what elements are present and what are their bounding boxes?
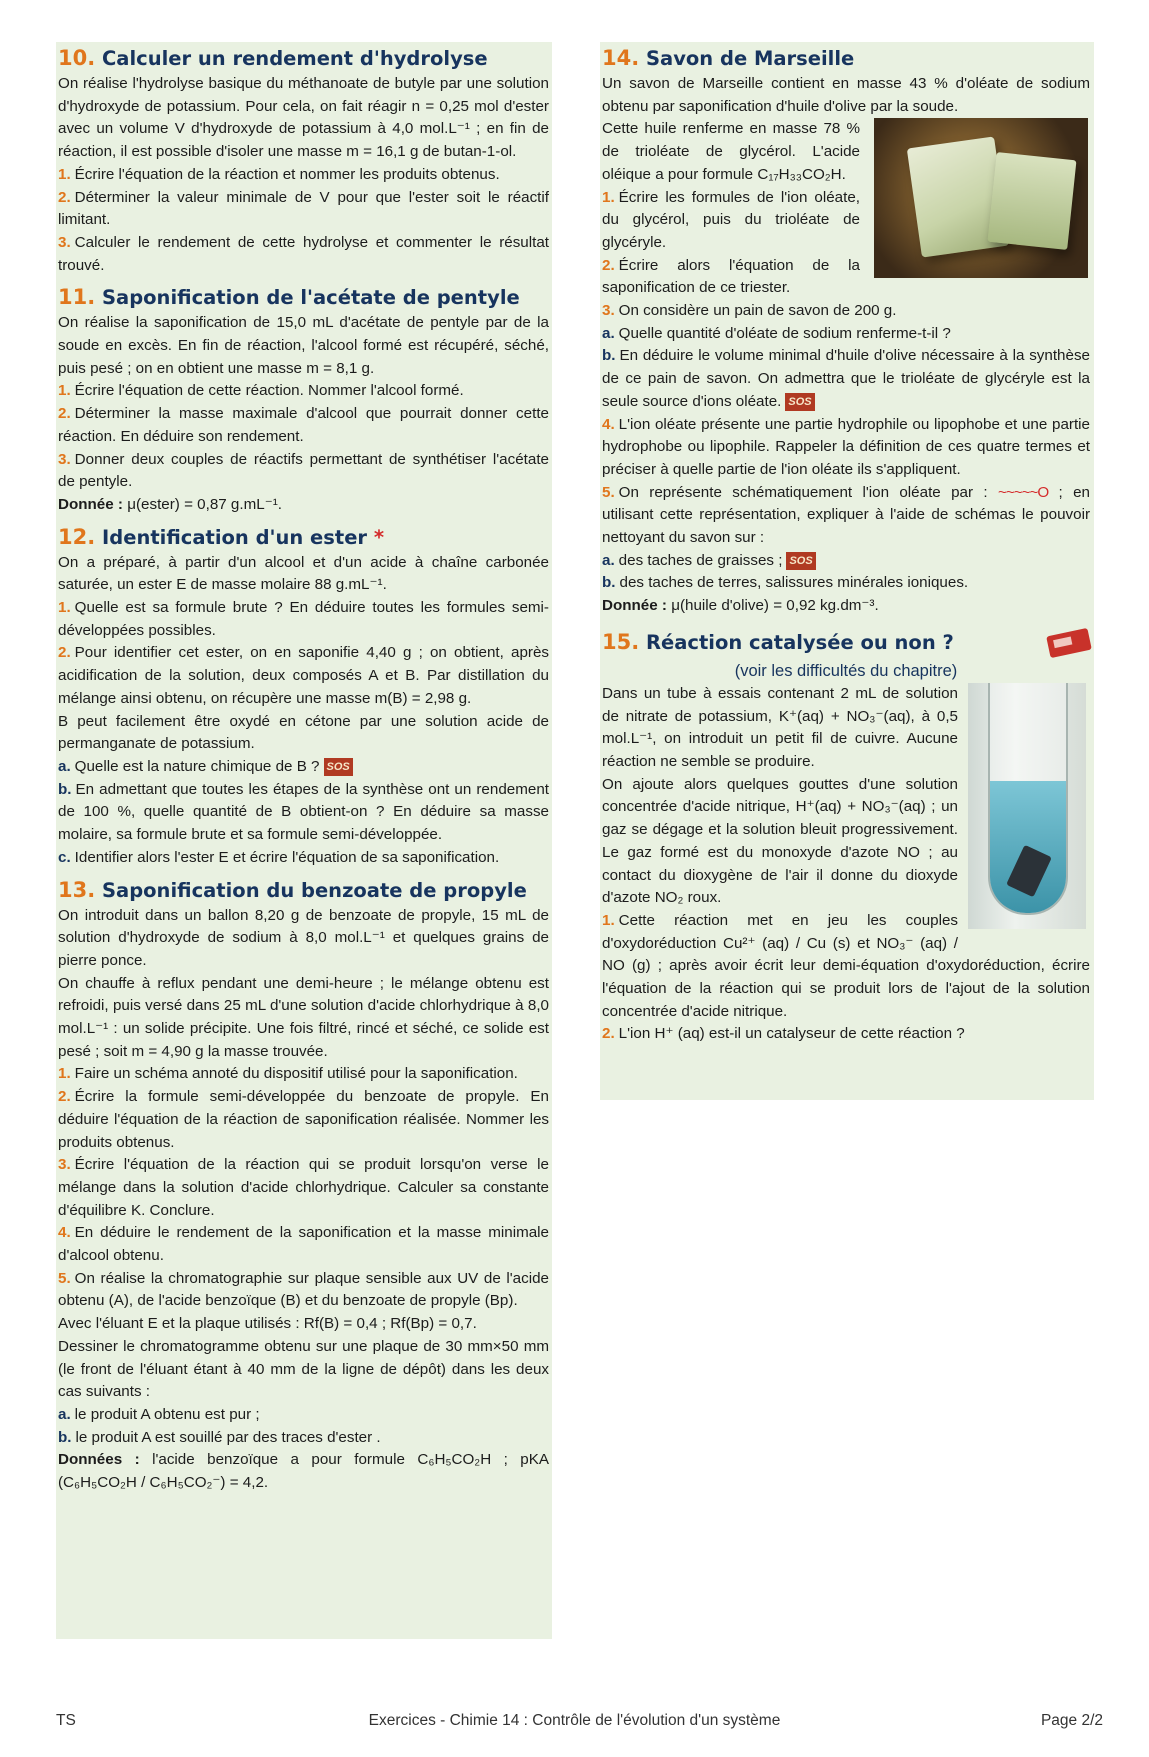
- footer-document-title: Exercices - Chimie 14 : Contrôle de l'évolution d'un système: [368, 1712, 781, 1729]
- exercise-13-title: 13. Saponification du benzoate de propyle: [58, 877, 527, 902]
- exercise-12-q2: 2. Pour identifier cet ester, on en saponifie 4,40 g ; on obtient, après acidification de la solution, deux composés A et B. Par distillation du mélange ainsi obtenu, on récupère une masse m(B) = 2,98 g.: [58, 644, 549, 707]
- exercise-13-intro: On introduit dans un ballon 8,20 g de benzoate de propyle, 15 mL de solution d'hydroxyde de sodium à 8,0 mol.L⁻¹ et quelques grains de pierre ponce.: [58, 906, 549, 969]
- exercise-14-q2: 2. Écrire alors l'équation de la saponification de ce triester.: [602, 256, 860, 297]
- exercise-11-data: Donnée : μ(ester) = 0,87 g.mL⁻¹.: [58, 495, 282, 513]
- exercise-15-title: 15. Réaction catalysée ou non ?: [602, 628, 1090, 657]
- exercise-12-qc: c. Identifier alors l'ester E et écrire l'équation de sa saponification.: [58, 848, 500, 866]
- exercise-14-q5: 5. On représente schématiquement l'ion oléate par : ~~~~~O ; en utilisant cette représentation, expliquer à l'aide de schémas le pouvoir nettoyant du savon sur :: [602, 483, 1090, 547]
- exercise-10-q2: 2. Déterminer la valeur minimale de V pour que l'ester soit le réactif limitant.: [58, 188, 549, 229]
- exercise-10: [58, 44, 549, 277]
- exercise-11-intro: On réalise la saponification de 15,0 mL d'acétate de pentyle par de la soude en excès. En fin de réaction, l'alcool formé est récupéré, séché, puis pesé ; on en obtient une masse m = 8,1 g.: [58, 314, 549, 377]
- exercise-13-data: Données : l'acide benzoïque a pour formule C₆H₅CO₂H ; pKA (C₆H₅CO₂H / C₆H₅CO₂⁻) = 4,2.: [58, 1451, 549, 1492]
- sos-badge-icon[interactable]: SOS: [785, 393, 814, 411]
- exercise-15-subtitle: (voir les difficultés du chapitre): [734, 661, 958, 680]
- exercise-10-q3: 3. Calculer le rendement de cette hydrolyse et commenter le résultat trouvé.: [58, 233, 549, 274]
- exercise-15-q2: 2. L'ion H⁺ (aq) est-il un catalyseur de cette réaction ?: [602, 1025, 965, 1043]
- exercise-15: [602, 628, 1090, 1046]
- exercise-15-q1: 1. Cette réaction met en jeu les couples d'oxydoréduction Cu²⁺ (aq) / Cu (s) et NO₃⁻ (aq) / NO (g) ; après avoir écrit leur demi-équation d'oxydoréduction, écrire l'équation de la réaction qui se produit lors de l'ajout de la solution concentrée d'acide nitrique.: [602, 911, 1090, 1020]
- footer-class-label: TS: [56, 1712, 76, 1729]
- exercise-12-intro: On a préparé, à partir d'un alcool et d'un acide à chaîne carbonée saturée, un ester E de masse molaire 88 g.mL⁻¹.: [58, 553, 549, 594]
- exercise-11-q3: 3. Donner deux couples de réactifs permettant de synthétiser l'acétate de pentyle.: [58, 450, 549, 491]
- sos-badge-icon[interactable]: SOS: [786, 552, 815, 570]
- exercise-13-q2: 2. Écrire la formule semi-développée du benzoate de propyle. En déduire l'équation de la réaction de saponification réalisée. Nommer les produits obtenus.: [58, 1088, 549, 1151]
- exercise-14-data: Donnée : μ(huile d'olive) = 0,92 kg.dm⁻³.: [602, 597, 879, 615]
- sos-badge-icon[interactable]: SOS: [324, 758, 353, 776]
- exercise-13-q4: 4. En déduire le rendement de la saponification et la masse minimale d'alcool obtenu.: [58, 1224, 549, 1265]
- exercise-14-q3: 3. On considère un pain de savon de 200 g.: [602, 302, 897, 320]
- exercise-10-title: 10. Calculer un rendement d'hydrolyse: [58, 46, 488, 70]
- exercise-14-intro: Un savon de Marseille contient en masse 43 % d'oléate de sodium obtenu par saponification d'huile d'olive par la soude.: [602, 75, 1090, 115]
- exercise-13-q1: 1. Faire un schéma annoté du dispositif utilisé pour la saponification.: [58, 1065, 518, 1083]
- left-column: [56, 42, 552, 1639]
- exercise-11-q1: 1. Écrire l'équation de cette réaction. Nommer l'alcool formé.: [58, 382, 464, 400]
- oleate-symbol-icon: ~~~~~O: [997, 483, 1049, 501]
- footer-page-number: Page 2/2: [1040, 1712, 1103, 1729]
- exercise-14-q3a: a. Quelle quantité d'oléate de sodium renferme-t-il ?: [602, 324, 951, 342]
- exercise-13-q5b: Avec l'éluant E et la plaque utilisés : Rf(B) = 0,4 ; Rf(Bp) = 0,7.: [58, 1315, 477, 1333]
- exercise-10-q1: 1. Écrire l'équation de la réaction et nommer les produits obtenus.: [58, 165, 500, 183]
- exercise-15-intro2: On ajoute alors quelques gouttes d'une solution concentrée d'acide nitrique, H⁺(aq) + NO₃⁻(aq) ; un gaz se dégage et la solution bleuit progressivement. Le gaz formé est du monoxyde d'azote NO ; au contact du dioxygène de l'air il donne du dioxyde d'azote NO₂ roux.: [602, 775, 958, 907]
- exercise-14-q4: 4. L'ion oléate présente une partie hydrophile ou lipophobe et une partie hydrophobe ou lipophile. Rappeler la définition de ces quatre termes et préciser à quelle partie de l'ion oléate ils s'appliquent.: [602, 415, 1090, 478]
- exercise-13: [58, 876, 549, 1495]
- exercise-14: [602, 44, 1090, 618]
- exercise-12: [58, 523, 549, 870]
- exercise-14-intro2: Cette huile renferme en masse 78 % de trioléate de glycérol. L'acide oléique a pour formule C₁₇H₃₃CO₂H.: [602, 120, 860, 183]
- exercise-10-intro: On réalise l'hydrolyse basique du méthanoate de butyle par une solution d'hydroxyde de potassium. Pour cela, on fait réagir n = 0,25 mol d'ester avec un volume V d'hydroxyde de potassium à 4,0 mol.L⁻¹ ; en fin de réaction, il est possible d'isoler une masse m = 16,1 g de butan-1-ol.: [58, 75, 549, 161]
- exercise-12-q2b: B peut facilement être oxydé en cétone par une solution acide de permanganate de potassium.: [58, 712, 549, 753]
- exercise-12-q1: 1. Quelle est sa formule brute ? En déduire toutes les formules semi-développées possibles.: [58, 599, 549, 639]
- exercise-11: [58, 283, 549, 516]
- calculator-icon: [1046, 628, 1092, 658]
- exercise-13-q5: 5. On réalise la chromatographie sur plaque sensible aux UV de l'acide obtenu (A), de l'acide benzoïque (B) et du benzoate de propyle (Bp).: [58, 1269, 549, 1310]
- right-column: [600, 42, 1094, 1100]
- exercise-11-q2: 2. Déterminer la masse maximale d'alcool que pourrait donner cette réaction. En déduire son rendement.: [58, 405, 549, 445]
- test-tube-photo: [968, 683, 1086, 929]
- exercise-11-title: 11. Saponification de l'acétate de pentyle: [58, 285, 520, 310]
- exercise-14-q3b: b. En déduire le volume minimal d'huile d'olive nécessaire à la synthèse de ce pain de savon. On admettra que le trioléate de glycéryle est la seule source d'ions oléate. SOS: [602, 347, 1090, 410]
- exercise-15-intro: Dans un tube à essais contenant 2 mL de solution de nitrate de potassium, K⁺(aq) + NO₃⁻(aq), à 0,5 mol.L⁻¹, on introduit un petit fil de cuivre. Aucune réaction ne semble se produire.: [602, 684, 958, 770]
- soap-photo: [874, 118, 1088, 278]
- exercise-12-qa: a. Quelle est la nature chimique de B ? SOS: [58, 756, 549, 779]
- exercise-12-title: 12. Identification d'un ester *: [58, 524, 385, 549]
- exercise-13-q3: 3. Écrire l'équation de la réaction qui se produit lorsqu'on verse le mélange dans la solution d'acide chlorhydrique. Calculer sa constante d'équilibre K. Conclure.: [58, 1156, 549, 1219]
- exercise-14-q1: 1. Écrire les formules de l'ion oléate, du glycérol, puis du trioléate de glycéryle.: [602, 188, 860, 251]
- exercise-14-title: 14. Savon de Marseille: [602, 46, 855, 70]
- difficulty-star-icon: *: [373, 525, 385, 549]
- exercise-13-qb: b. le produit A est souillé par des traces d'ester .: [58, 1428, 381, 1446]
- exercise-14-q5a: a. des taches de graisses ; SOS: [602, 550, 1090, 573]
- exercise-13-qa: a. le produit A obtenu est pur ;: [58, 1405, 260, 1423]
- exercise-13-q5c: Dessiner le chromatogramme obtenu sur une plaque de 30 mm×50 mm (le front de l'éluant étant à 40 mm de la ligne de dépôt) dans les deux cas suivants :: [58, 1337, 549, 1401]
- exercise-14-q5b: b. des taches de terres, salissures minérales ioniques.: [602, 574, 969, 592]
- exercise-12-qb: b. En admettant que toutes les étapes de la synthèse ont un rendement de 100 %, quelle quantité de B obtient-on ? En déduire sa masse molaire, sa formule brute et sa formule semi-développée.: [58, 780, 549, 844]
- exercise-13-intro2: On chauffe à reflux pendant une demi-heure ; le mélange obtenu est refroidi, puis versé dans 25 mL d'une solution d'acide chlorhydrique à 8,0 mol.L⁻¹ : un solide précipite. Une fois filtré, rincé et séché, ce solide est pesé ; soit m = 4,90 g la masse trouvée.: [58, 974, 549, 1060]
